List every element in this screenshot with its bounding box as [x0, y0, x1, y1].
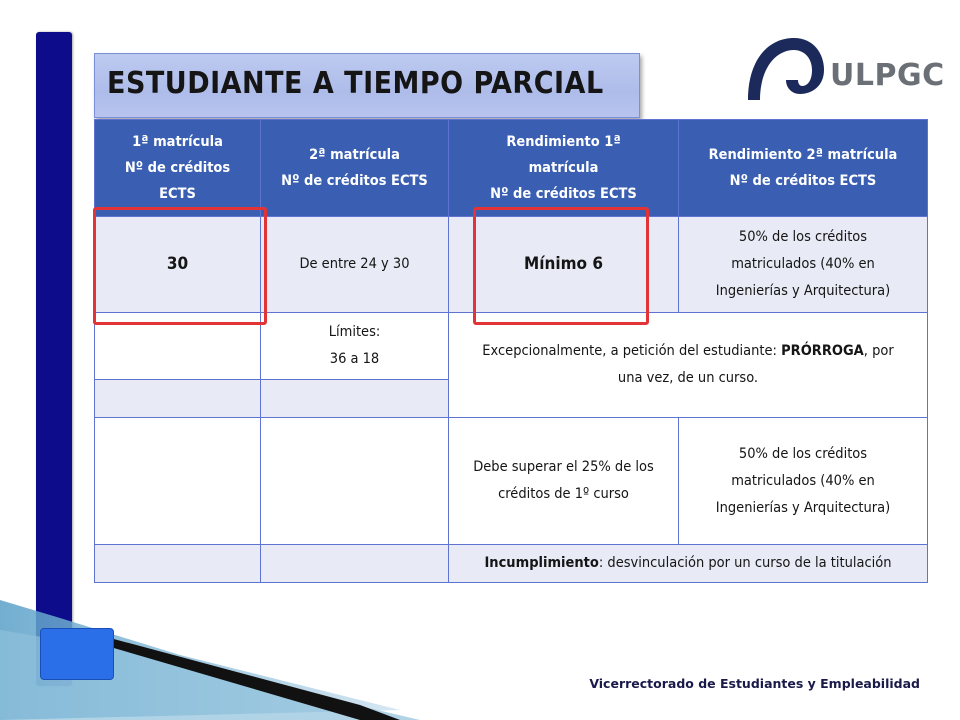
title-banner	[94, 53, 640, 118]
cell-second-credits: De entre 24 y 30	[261, 217, 449, 313]
cell-empty	[95, 380, 261, 418]
header-text: ECTS	[159, 186, 196, 202]
header-second-enrollment	[261, 120, 449, 217]
cell-limits	[261, 313, 449, 380]
header-text: Nº de créditos ECTS	[490, 186, 637, 202]
cell-text: 36 a 18	[329, 351, 380, 367]
cell-second-requirement	[679, 418, 928, 545]
extension-keyword: PRÓRROGA	[781, 343, 864, 359]
header-text: Nº de créditos ECTS	[729, 173, 877, 189]
header-text: Nº de créditos	[124, 160, 231, 176]
page-title: ESTUDIANTE A TIEMPO PARCIAL	[107, 66, 604, 101]
credits-table	[94, 119, 928, 583]
noncompliance-keyword: Incumplimiento	[484, 555, 599, 571]
blue-square-decoration	[40, 628, 114, 680]
cell-noncompliance	[449, 545, 928, 583]
cell-empty	[261, 545, 449, 583]
footer-text: Vicerrectorado de Estudiantes y Empleabilidad	[589, 676, 920, 691]
cell-text: créditos de 1º curso	[498, 486, 629, 502]
cell-text: , por	[863, 343, 894, 359]
table-row	[95, 545, 928, 583]
table-header-row	[95, 120, 928, 217]
header-text: Rendimiento 2ª matrícula	[708, 147, 898, 163]
cell-text: 50% de los créditos	[738, 229, 868, 245]
highlight-box-first-credits	[93, 207, 267, 325]
header-first-enrollment	[95, 120, 261, 217]
cell-text: matriculados (40% en	[731, 472, 875, 489]
cell-text: matriculados (40% en	[731, 256, 875, 272]
cell-empty	[95, 545, 261, 583]
cell-text: una vez, de un curso.	[617, 370, 759, 386]
cell-text: Límites:	[328, 324, 381, 340]
cell-second-performance	[679, 217, 928, 313]
cell-min-performance: Mínimo 6	[449, 217, 679, 313]
cell-text: 50% de los créditos	[738, 445, 868, 462]
cell-text: Excepcionalmente, a petición del estudiante:	[482, 343, 782, 359]
header-text: 1ª matrícula	[132, 134, 223, 150]
header-text: Nº de créditos ECTS	[281, 173, 428, 189]
cell-empty	[95, 418, 261, 545]
header-text: 2ª matrícula	[309, 147, 400, 163]
cell-empty	[261, 418, 449, 545]
cell-first-credits: 30	[95, 217, 261, 313]
cell-text: Debe superar el 25% de los	[473, 459, 654, 475]
cell-text: Ingenierías y Arquitectura)	[715, 283, 891, 299]
bottom-swoosh-decoration	[0, 560, 960, 720]
cell-text: : desvinculación por un curso de la titulación	[598, 555, 892, 571]
header-performance-first	[449, 120, 679, 217]
header-text: Rendimiento 1ª	[506, 134, 621, 150]
ulpgc-logo-text: ULPGC	[830, 58, 945, 93]
header-performance-second	[679, 120, 928, 217]
cell-empty	[261, 380, 449, 418]
header-text: matrícula	[528, 160, 599, 176]
cell-text: Ingenierías y Arquitectura)	[715, 499, 891, 516]
cell-extension-note	[449, 313, 928, 418]
table-row	[95, 418, 928, 545]
highlight-box-min-performance	[473, 207, 649, 325]
cell-first-course-requirement	[449, 418, 679, 545]
